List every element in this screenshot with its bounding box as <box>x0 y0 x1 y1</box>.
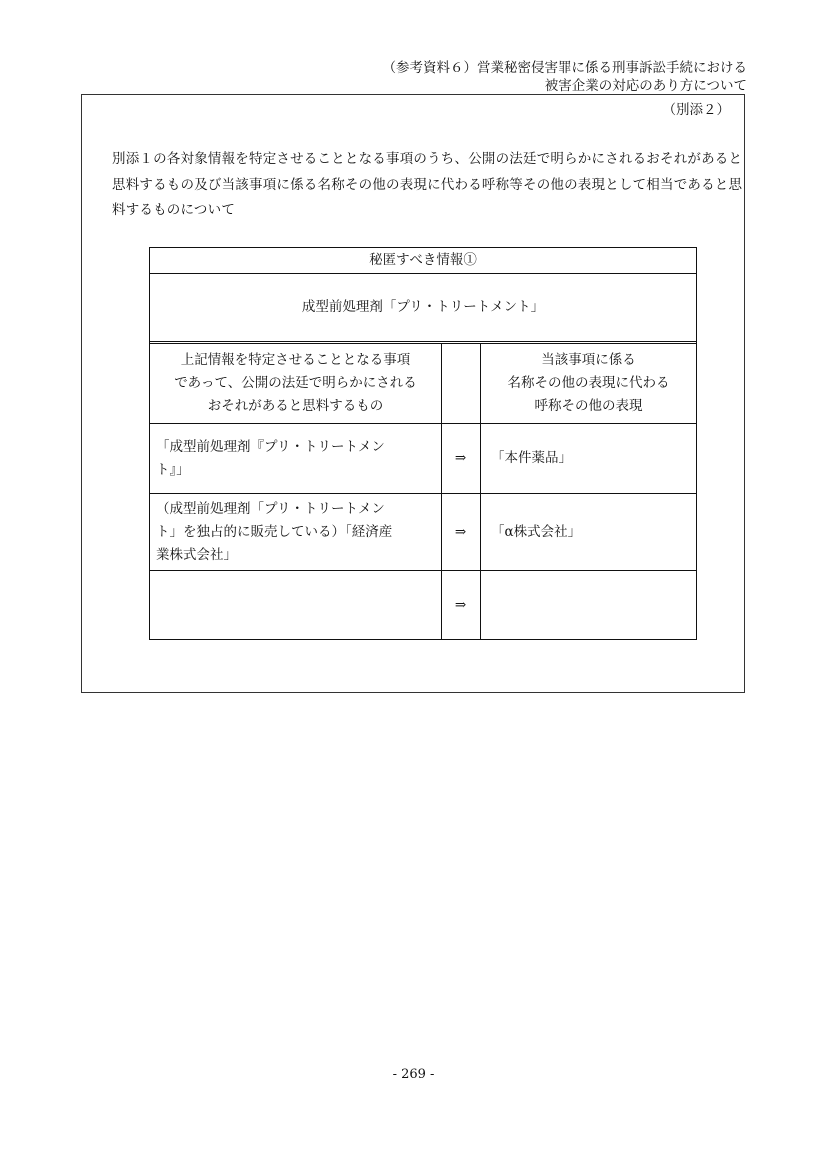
attachment-label: （別添２） <box>662 102 730 118</box>
table-row-1-arrow <box>441 424 480 493</box>
table-row-3-right <box>481 571 696 639</box>
table-row-1-left <box>150 424 441 493</box>
confidential-info-table <box>149 247 697 640</box>
table-title: 秘匿すべき情報① <box>150 248 696 274</box>
arrow-icon: ⇒ <box>454 450 467 466</box>
page-number: - 269 - <box>392 1067 435 1082</box>
cell-text-line: 業株式会社」 <box>156 546 237 563</box>
table-row-2-left <box>150 494 441 570</box>
table-row-3-left <box>150 571 441 639</box>
header-text-line: おそれがあると思料するもの <box>207 398 384 414</box>
cell-text-line: 「成型前処理剤『プリ・トリートメン <box>156 438 385 455</box>
header-text-line: 名称その他の表現に代わる <box>507 375 670 391</box>
cell-text: 「α株式会社」 <box>491 523 582 540</box>
cell-text: 「本件薬品」 <box>491 450 572 466</box>
cell-text-line: ト』」 <box>156 461 190 478</box>
header-text-line: であって、公開の法廷で明らかにされる <box>174 375 417 391</box>
cell-text-line: ト」を独占的に販売している）「経済産 <box>156 523 393 540</box>
intro-paragraph: 別添１の各対象情報を特定させることとなる事項のうち、公開の法廷で明らかにされるおそれがあると思料するもの及び当該事項に係る名称その他の表現に代わる呼称等その他の表現として相当であると思料するものについて <box>112 151 743 218</box>
arrow-icon: ⇒ <box>454 596 467 613</box>
header-text-line: 上記情報を特定させることとなる事項 <box>180 352 411 368</box>
attachment-frame <box>81 94 745 693</box>
column-header-left <box>150 346 441 423</box>
product-name: 成型前処理剤「プリ・トリートメント」 <box>150 274 696 344</box>
table-row-3-arrow <box>441 571 480 639</box>
table-row-1-right <box>481 424 696 493</box>
header-text-line: 当該事項に係る <box>541 352 636 368</box>
arrow-icon: ⇒ <box>454 523 467 540</box>
table-row-2-arrow <box>441 494 480 570</box>
column-header-right <box>481 346 696 423</box>
header-text-line: 呼称その他の表現 <box>534 398 643 414</box>
header-line-2: 被害企業の対応のあり方について <box>544 78 747 94</box>
header-line-1: （参考資料６）営業秘密侵害罪に係る刑事訴訟手続における <box>382 60 747 76</box>
cell-text-line: （成型前処理剤「プリ・トリートメン <box>156 500 385 517</box>
table-row-2-right <box>481 494 696 570</box>
